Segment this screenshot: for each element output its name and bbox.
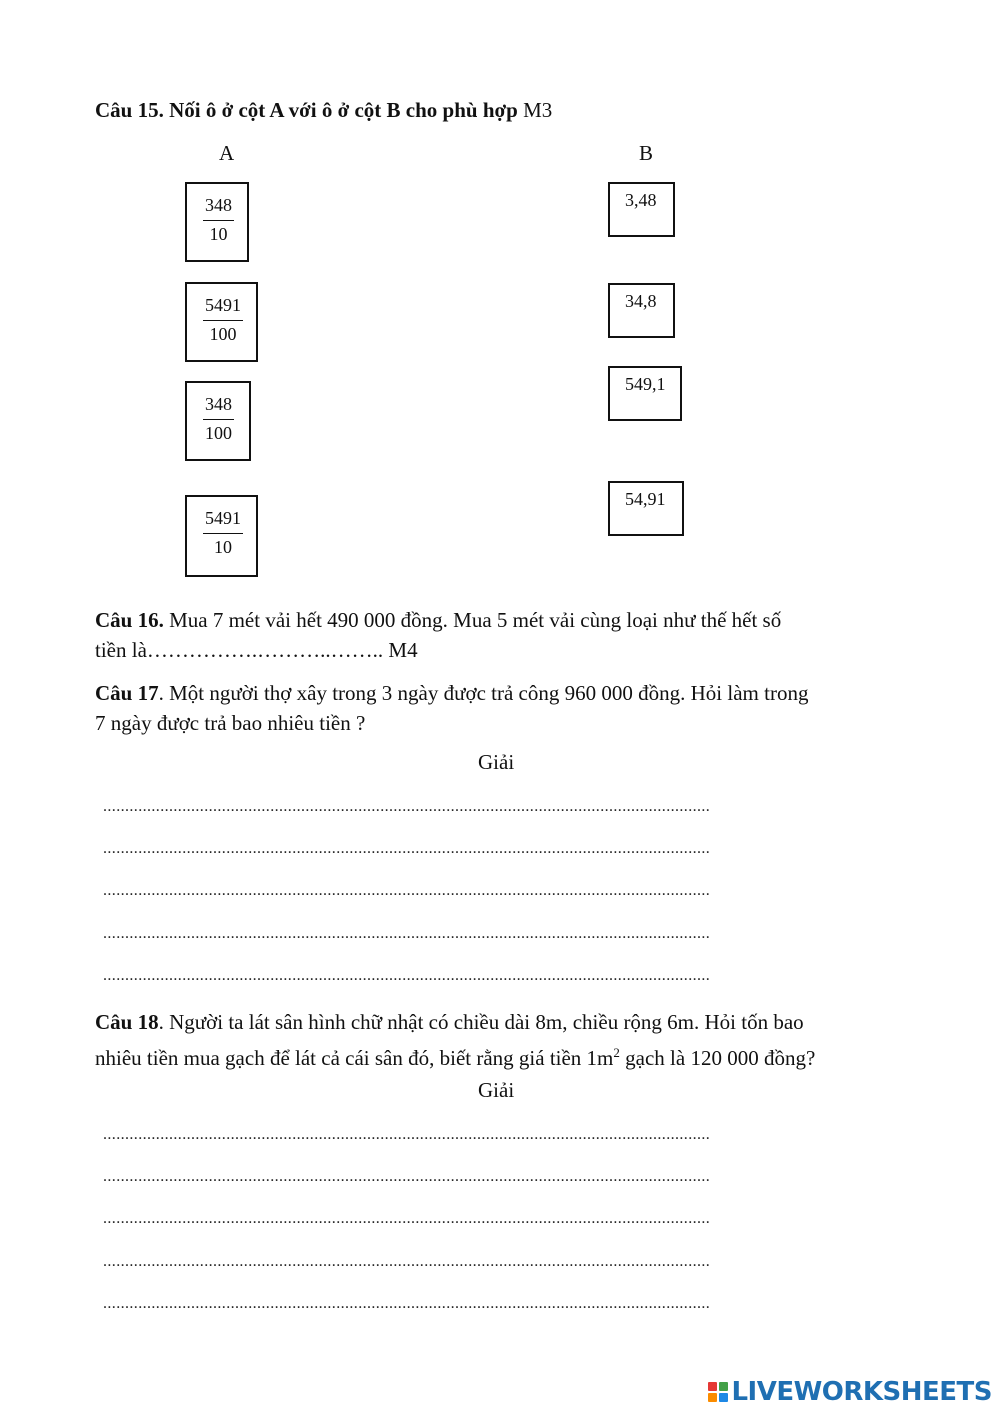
logo-square xyxy=(719,1382,728,1391)
col-a-box-2[interactable] xyxy=(185,282,258,362)
fraction xyxy=(203,292,243,347)
column-a-header: A xyxy=(219,141,235,165)
q18-label: Câu 18 xyxy=(95,1010,159,1034)
q16-line1 xyxy=(95,606,781,635)
q17-text-line1: . Một người thợ xây trong 3 ngày được trả công 960 000 đồng. Hỏi làm trong xyxy=(158,681,809,705)
q18-line1 xyxy=(95,1008,804,1037)
fraction xyxy=(203,505,243,560)
q17-solution-label: Giải xyxy=(478,750,515,774)
q18-solution-label: Giải xyxy=(478,1078,515,1102)
col-b-box-1[interactable] xyxy=(608,182,675,237)
liveworksheets-logo xyxy=(708,1378,992,1406)
q17-answer-line-1[interactable]: .......................................................................................................................................... xyxy=(103,798,711,815)
col-b-box-4[interactable] xyxy=(608,481,684,536)
fraction-denominator: 100 xyxy=(203,320,243,347)
q18-answer-line-4[interactable]: .......................................................................................................................................... xyxy=(103,1253,711,1270)
fraction-denominator: 100 xyxy=(203,419,234,446)
q18-superscript: 2 xyxy=(613,1045,620,1060)
logo-square xyxy=(708,1382,717,1391)
q18-answer-line-5[interactable]: .......................................................................................................................................... xyxy=(103,1295,711,1312)
logo-square xyxy=(719,1393,728,1402)
q15-heading xyxy=(95,96,552,125)
fraction xyxy=(203,192,234,247)
q16-answer-blank[interactable]: tiền là…………….………..…….. xyxy=(95,638,384,662)
col-b-box-2[interactable] xyxy=(608,283,675,338)
q16-line2 xyxy=(95,636,418,665)
q16-text-line1: Mua 7 mét vải hết 490 000 đồng. Mua 5 mét vải cùng loại như thế hết số xyxy=(169,608,782,632)
q18-text-line2-post: gạch là 120 000 đồng? xyxy=(619,1046,816,1070)
q16-label: Câu 16. xyxy=(95,608,164,632)
q17-line1 xyxy=(95,679,808,708)
col-a-box-4[interactable] xyxy=(185,495,258,577)
fraction-denominator: 10 xyxy=(203,220,234,247)
q17-answer-line-5[interactable]: .......................................................................................................................................... xyxy=(103,967,711,984)
q17-answer-line-3[interactable]: .......................................................................................................................................... xyxy=(103,882,711,899)
q18-text-line2-pre: nhiêu tiền mua gạch để lát cả cái sân đó, biết rằng giá tiền 1m xyxy=(95,1046,614,1070)
fraction-numerator: 5491 xyxy=(205,295,241,315)
col-a-box-1[interactable] xyxy=(185,182,249,262)
q17-answer-line-2[interactable]: .......................................................................................................................................... xyxy=(103,840,711,857)
q18-answer-line-3[interactable]: .......................................................................................................................................... xyxy=(103,1210,711,1227)
fraction-numerator: 348 xyxy=(205,195,232,215)
q18-line2 xyxy=(95,1038,815,1073)
col-b-box-3[interactable] xyxy=(608,366,682,421)
logo-square xyxy=(708,1393,717,1402)
col-b-value: 549,1 xyxy=(625,374,666,394)
q16-level: M4 xyxy=(388,638,418,662)
q18-text-line1: . Người ta lát sân hình chữ nhật có chiều dài 8m, chiều rộng 6m. Hỏi tốn bao xyxy=(158,1010,804,1034)
q15-label: Câu 15. xyxy=(95,98,164,122)
col-a-box-3[interactable] xyxy=(185,381,251,461)
fraction-numerator: 348 xyxy=(205,394,232,414)
column-b-header: B xyxy=(639,141,654,165)
col-b-value: 54,91 xyxy=(625,489,666,509)
q15-level: M3 xyxy=(523,98,553,122)
q17-answer-line-4[interactable]: .......................................................................................................................................... xyxy=(103,925,711,942)
q18-answer-line-2[interactable]: .......................................................................................................................................... xyxy=(103,1168,711,1185)
col-b-value: 34,8 xyxy=(625,291,657,311)
logo-grid-icon xyxy=(708,1382,728,1402)
q15-text: Nối ô ở cột A với ô ở cột B cho phù hợp xyxy=(169,98,518,122)
q18-answer-line-1[interactable]: .......................................................................................................................................... xyxy=(103,1126,711,1143)
fraction-numerator: 5491 xyxy=(205,508,241,528)
q17-line2: 7 ngày được trả bao nhiêu tiền ? xyxy=(95,711,366,735)
q17-label: Câu 17 xyxy=(95,681,159,705)
logo-text: LIVEWORKSHEETS xyxy=(731,1377,992,1407)
fraction xyxy=(203,391,234,446)
col-b-value: 3,48 xyxy=(625,190,657,210)
fraction-denominator: 10 xyxy=(203,533,243,560)
